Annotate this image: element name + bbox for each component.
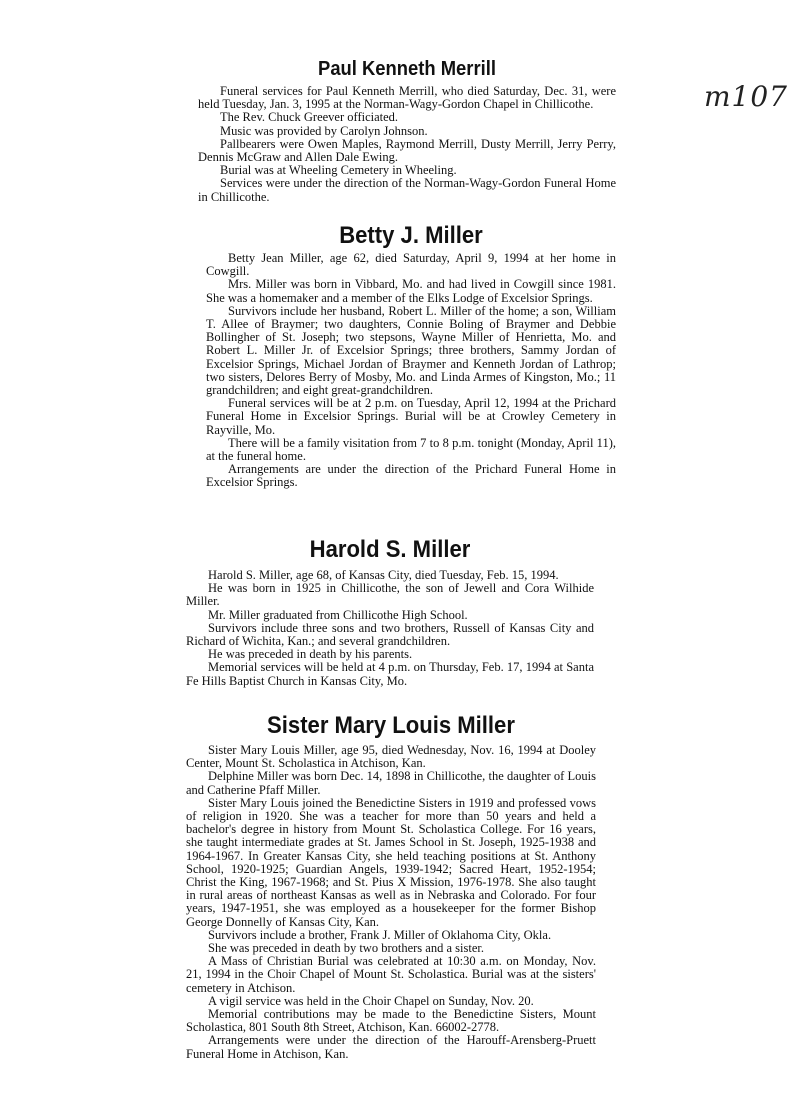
obituary-paragraph: Mrs. Miller was born in Vibbard, Mo. and had lived in Cowgill since 1981. She was a homemaker and a member of the Elks Lodge of Excelsior Springs. xyxy=(206,277,616,305)
obituary-paragraph: Arrangements are under the direction of the Prichard Funeral Home in Excelsior Springs. xyxy=(206,462,616,490)
obituary-betty-j-miller xyxy=(206,222,616,490)
obituary-paragraph: Sister Mary Louis joined the Benedictine Sisters in 1919 and professed vows of religion in 1920. She was a teacher for more than 50 years and held a bachelor's degree in history from Mount St. Scholastica College. For 16 years, she taught intermediate grades at St. James School in St. Joseph, 1925-1938 and 1964-1967. In Greater Kansas City, she held teaching positions at St. Anthony School, 1920-1925; Guardian Angels, 1939-1942; Sacred Heart, 1952-1954; Christ the King, 1967-1968; and St. Pius X Mission, 1976-1978. She also taught in rural areas of northeast Kansas as well as in Nebraska and Colorado. For four years, 1947-1951, she was employed as a housekeeper for the former Bishop George Donnelly of Kansas City, Kan. xyxy=(186,795,596,929)
obituary-paragraph: Memorial services will be held at 4 p.m. on Thursday, Feb. 17, 1994 at Santa Fe Hills Baptist Church in Kansas City, Mo. xyxy=(186,660,594,688)
obituary-paragraph: A Mass of Christian Burial was celebrated at 10:30 a.m. on Monday, Nov. 21, 1994 in the Choir Chapel of Mount St. Scholastica. Burial was at the sisters' cemetery in Atchison. xyxy=(186,954,596,995)
obituary-paragraph: Funeral services for Paul Kenneth Merrill, who died Saturday, Dec. 31, were held Tuesday, Jan. 3, 1995 at the Norman-Wagy-Gordon Chapel in Chillicothe. xyxy=(198,84,616,112)
obituary-paragraph: Harold S. Miller, age 68, of Kansas City, died Tuesday, Feb. 15, 1994. xyxy=(208,568,559,582)
obituary-paragraph: Survivors include a brother, Frank J. Miller of Oklahoma City, Okla. xyxy=(208,927,552,942)
obituary-paragraph: He was preceded in death by his parents. xyxy=(208,647,413,662)
obituary-paragraph: Burial was at Wheeling Cemetery in Wheeling. xyxy=(220,163,457,178)
obituary-paragraph: Delphine Miller was born Dec. 14, 1898 in Chillicothe, the daughter of Louis and Catherine Pfaff Miller. xyxy=(186,769,596,797)
obituary-paul-kenneth-merrill xyxy=(198,58,616,204)
obituary-paragraph: She was preceded in death by two brothers and a sister. xyxy=(208,941,484,956)
obituary-paragraph: Memorial contributions may be made to the Benedictine Sisters, Mount Scholastica, 801 South 8th Street, Atchison, Kan. 66002-2778. xyxy=(186,1007,596,1035)
obituary-paragraph: Mr. Miller graduated from Chillicothe High School. xyxy=(208,607,468,622)
handwritten-margin-note: m107 xyxy=(704,80,788,113)
obituary-paragraph: The Rev. Chuck Greever officiated. xyxy=(220,110,399,125)
obituary-paragraph: Survivors include her husband, Robert L. Miller of the home; a son, William T. Allee of Braymer; two daughters, Connie Boling of Braymer and Debbie Bollingher of St. Joseph; two stepsons, Wayne Miller of Henrietta, Mo. and Robert L. Miller Jr. of Excelsior Springs; three brothers, Sammy Jordan of Excelsior Springs, Michael Jordan of Braymer and Kenneth Jordan of Lathrop; two sisters, Delores Berry of Mosby, Mo. and Linda Armes of Kingston, Mo.; 11 grandchildren; and eight great-grandchildren. xyxy=(206,303,616,398)
obituary-heading: Harold S. Miller xyxy=(309,536,471,563)
obituary-heading: Paul Kenneth Merrill xyxy=(318,58,496,80)
obituary-sister-mary-louis-miller xyxy=(186,712,596,1061)
obituary-paragraph: Betty Jean Miller, age 62, died Saturday, April 9, 1994 at her home in Cowgill. xyxy=(206,251,616,279)
obituary-paragraph: Music was provided by Carolyn Johnson. xyxy=(220,123,428,138)
obituary-paragraph: Services were under the direction of the Norman-Wagy-Gordon Funeral Home in Chillicothe. xyxy=(198,176,616,204)
obituary-harold-s-miller xyxy=(186,536,594,688)
obituary-paragraph: There will be a family visitation from 7 to 8 p.m. tonight (Monday, April 11), at the funeral home. xyxy=(206,435,616,464)
obituary-paragraph: Funeral services will be at 2 p.m. on Tuesday, April 12, 1994 at the Prichard Funeral Home in Excelsior Springs. Burial will be at Crowley Cemetery in Rayville, Mo. xyxy=(206,396,616,437)
obituary-paragraph: Sister Mary Louis Miller, age 95, died Wednesday, Nov. 16, 1994 at Dooley Center, Mount St. Scholastica in Atchison, Kan. xyxy=(186,743,596,771)
obituary-paragraph: Arrangements were under the direction of the Harouff-Arensberg-Pruett Funeral Home in Atchison, Kan. xyxy=(186,1033,596,1061)
obituary-paragraph: A vigil service was held in the Choir Chapel on Sunday, Nov. 20. xyxy=(208,993,534,1008)
obituary-paragraph: Survivors include three sons and two brothers, Russell of Kansas City and Richard of Wichita, Kan.; and several grandchildren. xyxy=(186,620,594,649)
obituary-paragraph: Pallbearers were Owen Maples, Raymond Merrill, Dusty Merrill, Jerry Perry, Dennis McGraw and Allen Dale Ewing. xyxy=(198,136,616,165)
obituary-heading: Sister Mary Louis Miller xyxy=(267,712,515,739)
obituary-heading: Betty J. Miller xyxy=(339,222,483,249)
obituary-paragraph: He was born in 1925 in Chillicothe, the son of Jewell and Cora Wilhide Miller. xyxy=(186,581,594,609)
